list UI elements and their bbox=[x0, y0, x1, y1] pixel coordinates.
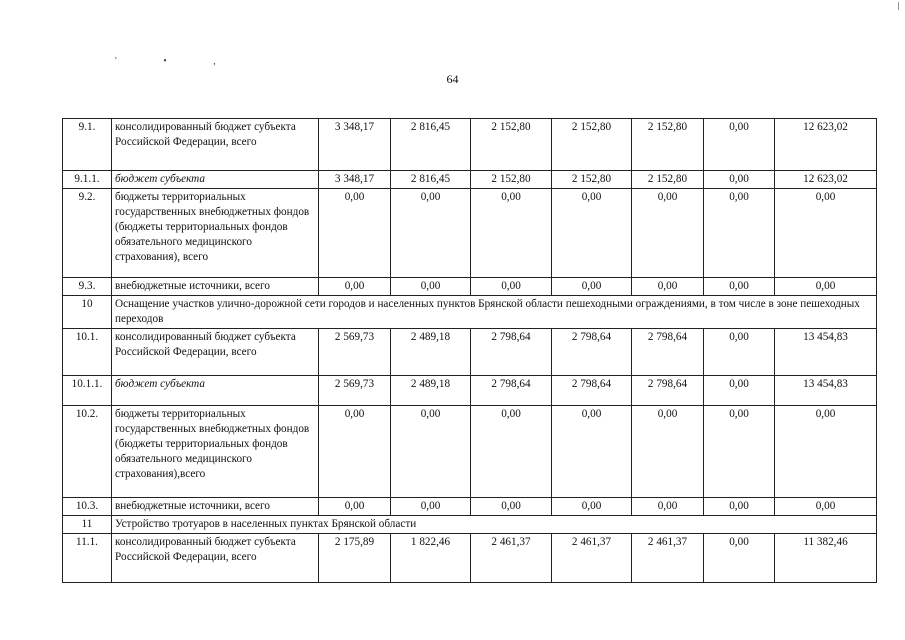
value-cell: 2 461,37 bbox=[552, 534, 632, 583]
value-cell: 2 175,89 bbox=[319, 534, 391, 583]
value-cell: 2 569,73 bbox=[319, 329, 391, 376]
value-cell: 0,00 bbox=[704, 406, 775, 498]
value-cell: 0,00 bbox=[704, 171, 775, 189]
row-label: внебюджетные источники, всего bbox=[112, 498, 319, 516]
value-cell: 0,00 bbox=[704, 498, 775, 516]
row-index: 10.2. bbox=[63, 406, 112, 498]
row-label: консолидированный бюджет субъекта Российской Федерации, всего bbox=[112, 534, 319, 583]
value-cell: 0,00 bbox=[552, 406, 632, 498]
value-cell: 2 798,64 bbox=[552, 376, 632, 406]
table-row bbox=[63, 376, 877, 406]
value-cell: 0,00 bbox=[471, 406, 552, 498]
table-row bbox=[63, 278, 877, 296]
section-row bbox=[63, 516, 877, 534]
value-cell: 0,00 bbox=[775, 498, 877, 516]
row-index: 11.1. bbox=[63, 534, 112, 583]
value-cell: 0,00 bbox=[319, 406, 391, 498]
row-label: консолидированный бюджет субъекта Российской Федерации, всего bbox=[112, 329, 319, 376]
value-cell: 2 798,64 bbox=[471, 329, 552, 376]
row-index: 9.2. bbox=[63, 189, 112, 278]
value-cell: 2 152,80 bbox=[471, 171, 552, 189]
value-cell: 0,00 bbox=[775, 278, 877, 296]
value-cell: 2 152,80 bbox=[552, 119, 632, 171]
budget-table-body bbox=[63, 119, 877, 583]
row-label: консолидированный бюджет субъекта Российской Федерации, всего bbox=[112, 119, 319, 171]
value-cell: 0,00 bbox=[319, 189, 391, 278]
value-cell: 0,00 bbox=[704, 119, 775, 171]
value-cell: 0,00 bbox=[704, 329, 775, 376]
value-cell: 0,00 bbox=[471, 278, 552, 296]
value-cell: 0,00 bbox=[391, 498, 471, 516]
value-cell: 2 816,45 bbox=[391, 119, 471, 171]
value-cell: 0,00 bbox=[704, 278, 775, 296]
value-cell: 3 348,17 bbox=[319, 119, 391, 171]
value-cell: 2 569,73 bbox=[319, 376, 391, 406]
value-cell: 0,00 bbox=[632, 498, 704, 516]
value-cell: 0,00 bbox=[704, 189, 775, 278]
value-cell: 0,00 bbox=[471, 189, 552, 278]
table-row bbox=[63, 329, 877, 376]
row-label: бюджет субъекта bbox=[112, 171, 319, 189]
value-cell: 2 798,64 bbox=[552, 329, 632, 376]
value-cell: 3 348,17 bbox=[319, 171, 391, 189]
value-cell: 2 461,37 bbox=[471, 534, 552, 583]
value-cell: 13 454,83 bbox=[775, 329, 877, 376]
row-label: внебюджетные источники, всего bbox=[112, 278, 319, 296]
row-index: 9.1.1. bbox=[63, 171, 112, 189]
value-cell: 0,00 bbox=[319, 498, 391, 516]
table-row bbox=[63, 498, 877, 516]
row-label: бюджеты территориальных государственных внебюджетных фондов (бюджеты территориальных фондов обязательного медицинского страхования),всего bbox=[112, 406, 319, 498]
value-cell: 0,00 bbox=[632, 278, 704, 296]
value-cell: 0,00 bbox=[632, 406, 704, 498]
budget-table bbox=[62, 118, 877, 583]
value-cell: 2 489,18 bbox=[391, 376, 471, 406]
value-cell: 12 623,02 bbox=[775, 171, 877, 189]
value-cell: 2 798,64 bbox=[471, 376, 552, 406]
value-cell: 0,00 bbox=[552, 189, 632, 278]
value-cell: 2 798,64 bbox=[632, 329, 704, 376]
value-cell: 13 454,83 bbox=[775, 376, 877, 406]
value-cell: 0,00 bbox=[775, 406, 877, 498]
value-cell: 0,00 bbox=[775, 189, 877, 278]
page-number: 64 bbox=[446, 72, 459, 86]
value-cell: 2 816,45 bbox=[391, 171, 471, 189]
row-index: 9.1. bbox=[63, 119, 112, 171]
value-cell: 2 152,80 bbox=[552, 171, 632, 189]
row-index: 10.1. bbox=[63, 329, 112, 376]
value-cell: 0,00 bbox=[552, 278, 632, 296]
row-index: 10.3. bbox=[63, 498, 112, 516]
section-title: Устройство тротуаров в населенных пунктах Брянской области bbox=[112, 516, 877, 534]
value-cell: 0,00 bbox=[471, 498, 552, 516]
value-cell: 2 461,37 bbox=[632, 534, 704, 583]
row-label: бюджет субъекта bbox=[112, 376, 319, 406]
section-title: Оснащение участков улично-дорожной сети городов и населенных пунктов Брянской области пешеходными ограждениями, в том числе в зоне пешеходных переходов bbox=[112, 296, 877, 329]
value-cell: 2 152,80 bbox=[471, 119, 552, 171]
value-cell: 0,00 bbox=[704, 534, 775, 583]
row-index: 10.1.1. bbox=[63, 376, 112, 406]
value-cell: 2 798,64 bbox=[632, 376, 704, 406]
row-index: 11 bbox=[63, 516, 112, 534]
value-cell: 0,00 bbox=[704, 376, 775, 406]
table-row bbox=[63, 534, 877, 583]
value-cell: 2 489,18 bbox=[391, 329, 471, 376]
value-cell: 0,00 bbox=[391, 278, 471, 296]
row-label: бюджеты территориальных государственных внебюджетных фондов (бюджеты территориальных фондов обязательного медицинского страхования), всего bbox=[112, 189, 319, 278]
row-index: 9.3. bbox=[63, 278, 112, 296]
edge-mark bbox=[898, 2, 899, 10]
table-row bbox=[63, 119, 877, 171]
value-cell: 2 152,80 bbox=[632, 171, 704, 189]
table-row bbox=[63, 171, 877, 189]
value-cell: 1 822,46 bbox=[391, 534, 471, 583]
section-row bbox=[63, 296, 877, 329]
value-cell: 0,00 bbox=[391, 189, 471, 278]
value-cell: 0,00 bbox=[391, 406, 471, 498]
value-cell: 12 623,02 bbox=[775, 119, 877, 171]
row-index: 10 bbox=[63, 296, 112, 329]
table-row bbox=[63, 189, 877, 278]
table-row bbox=[63, 406, 877, 498]
value-cell: 0,00 bbox=[552, 498, 632, 516]
value-cell: 2 152,80 bbox=[632, 119, 704, 171]
value-cell: 0,00 bbox=[319, 278, 391, 296]
value-cell: 0,00 bbox=[632, 189, 704, 278]
value-cell: 11 382,46 bbox=[775, 534, 877, 583]
scan-specks: ' • , bbox=[115, 56, 238, 67]
